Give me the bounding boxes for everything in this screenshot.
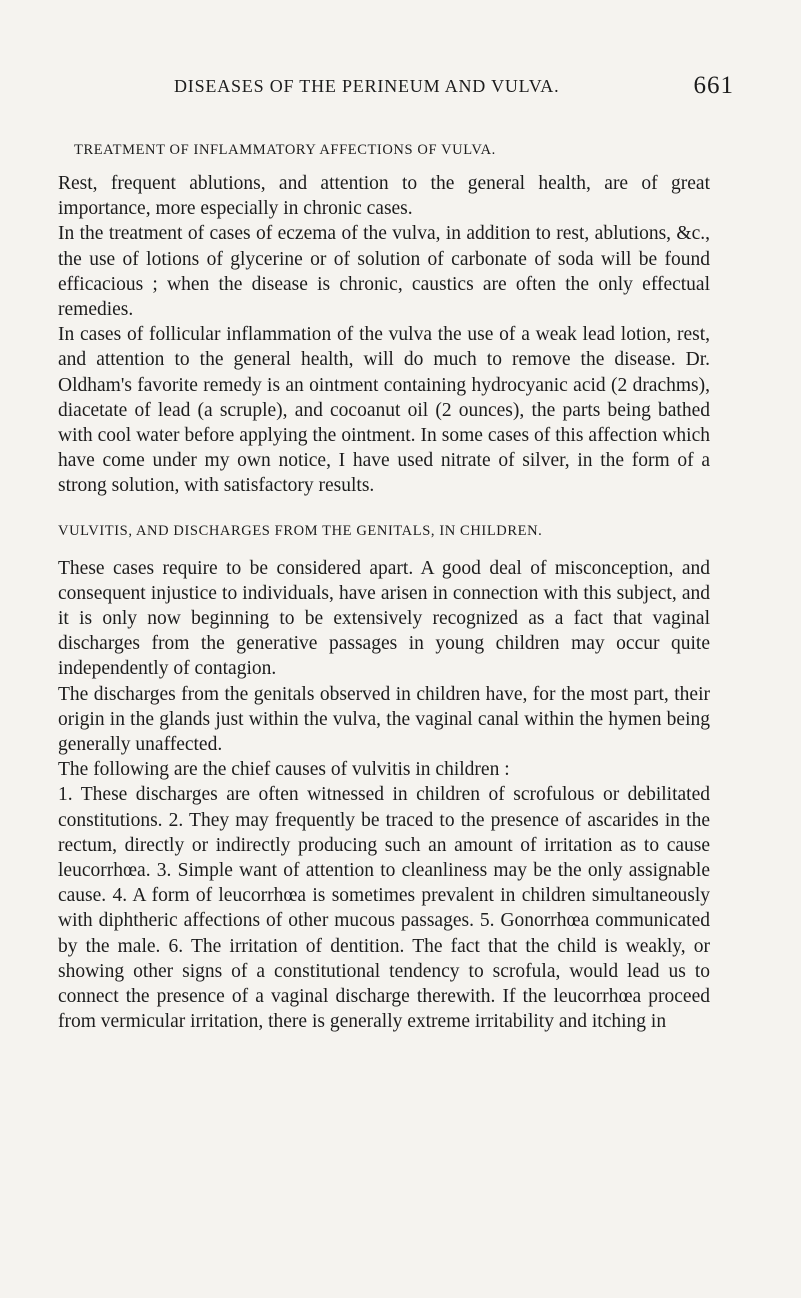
running-title: DISEASES OF THE PERINEUM AND VULVA. [174, 76, 560, 96]
page-number: 661 [693, 72, 734, 99]
paragraph: In cases of follicular inflammation of the vulva the use of a weak lead lotion, rest, and attention to the general health, will do much to remove the disease. Dr. Oldham's favorite remedy is an ointment containing hydrocyanic acid (2 drachms), diacetate of lead (a scruple), and cocoanut oil (2 ounces), the parts being bathed with cool water before applying the ointment. In some cases of this affection which have come under my own notice, I have used nitrate of silver, in the form of a strong solution, with satisfactory results. [58, 324, 710, 497]
section-heading-vulvitis-children: VULVITIS, AND DISCHARGES FROM THE GENITALS, IN CHILDREN. [58, 522, 543, 539]
paragraph: The discharges from the genitals observed in children have, for the most part, their origin in the glands just within the vulva, the vaginal canal within the hymen being generally unaffected. [58, 683, 710, 756]
paragraph: In the treatment of cases of eczema of the vulva, in addition to rest, ablutions, &c., the use of lotions of glycerine or of solution of carbonate of soda will be found efficacious ; when the disease is chronic, caustics are often the only effectual remedies. [58, 223, 710, 321]
page-content [58, 72, 734, 1035]
paragraph: Rest, frequent ablutions, and attention to the general health, are of great importance, more especially in chronic cases. [58, 173, 710, 220]
paragraph: These cases require to be considered apart. A good deal of misconception, and consequent injustice to individuals, have arisen in connection with this subject, and it is only now beginning to be extensively recognized as a fact that vaginal discharges from the generative passages in young children may occur quite independently of contagion. [58, 557, 710, 680]
running-header [58, 72, 734, 106]
section-heading-treatment: TREATMENT OF INFLAMMATORY AFFECTIONS OF VULVA. [74, 142, 496, 158]
paragraph: 1. These discharges are often witnessed in children of scrofulous or debilitated constitutions. 2. They may frequently be traced to the presence of ascarides in the rectum, directly or indirectly producing such an amount of irritation as to cause leucorrhœa. 3. Simple want of attention to cleanliness may be the only assignable cause. 4. A form of leucorrhœa is sometimes prevalent in children simultaneously with diphtheric affections of other mucous passages. 5. Gonorrhœa communicated by the male. 6. The irritation of dentition. The fact that the child is weakly, or showing other signs of a constitutional tendency to scrofula, would lead us to connect the presence of a vaginal discharge therewith. If the leucorrhœa proceed from vermicular irritation, there is generally extreme irritability and itching in [58, 784, 710, 1033]
paragraph: The following are the chief causes of vulvitis in children : [58, 759, 510, 781]
